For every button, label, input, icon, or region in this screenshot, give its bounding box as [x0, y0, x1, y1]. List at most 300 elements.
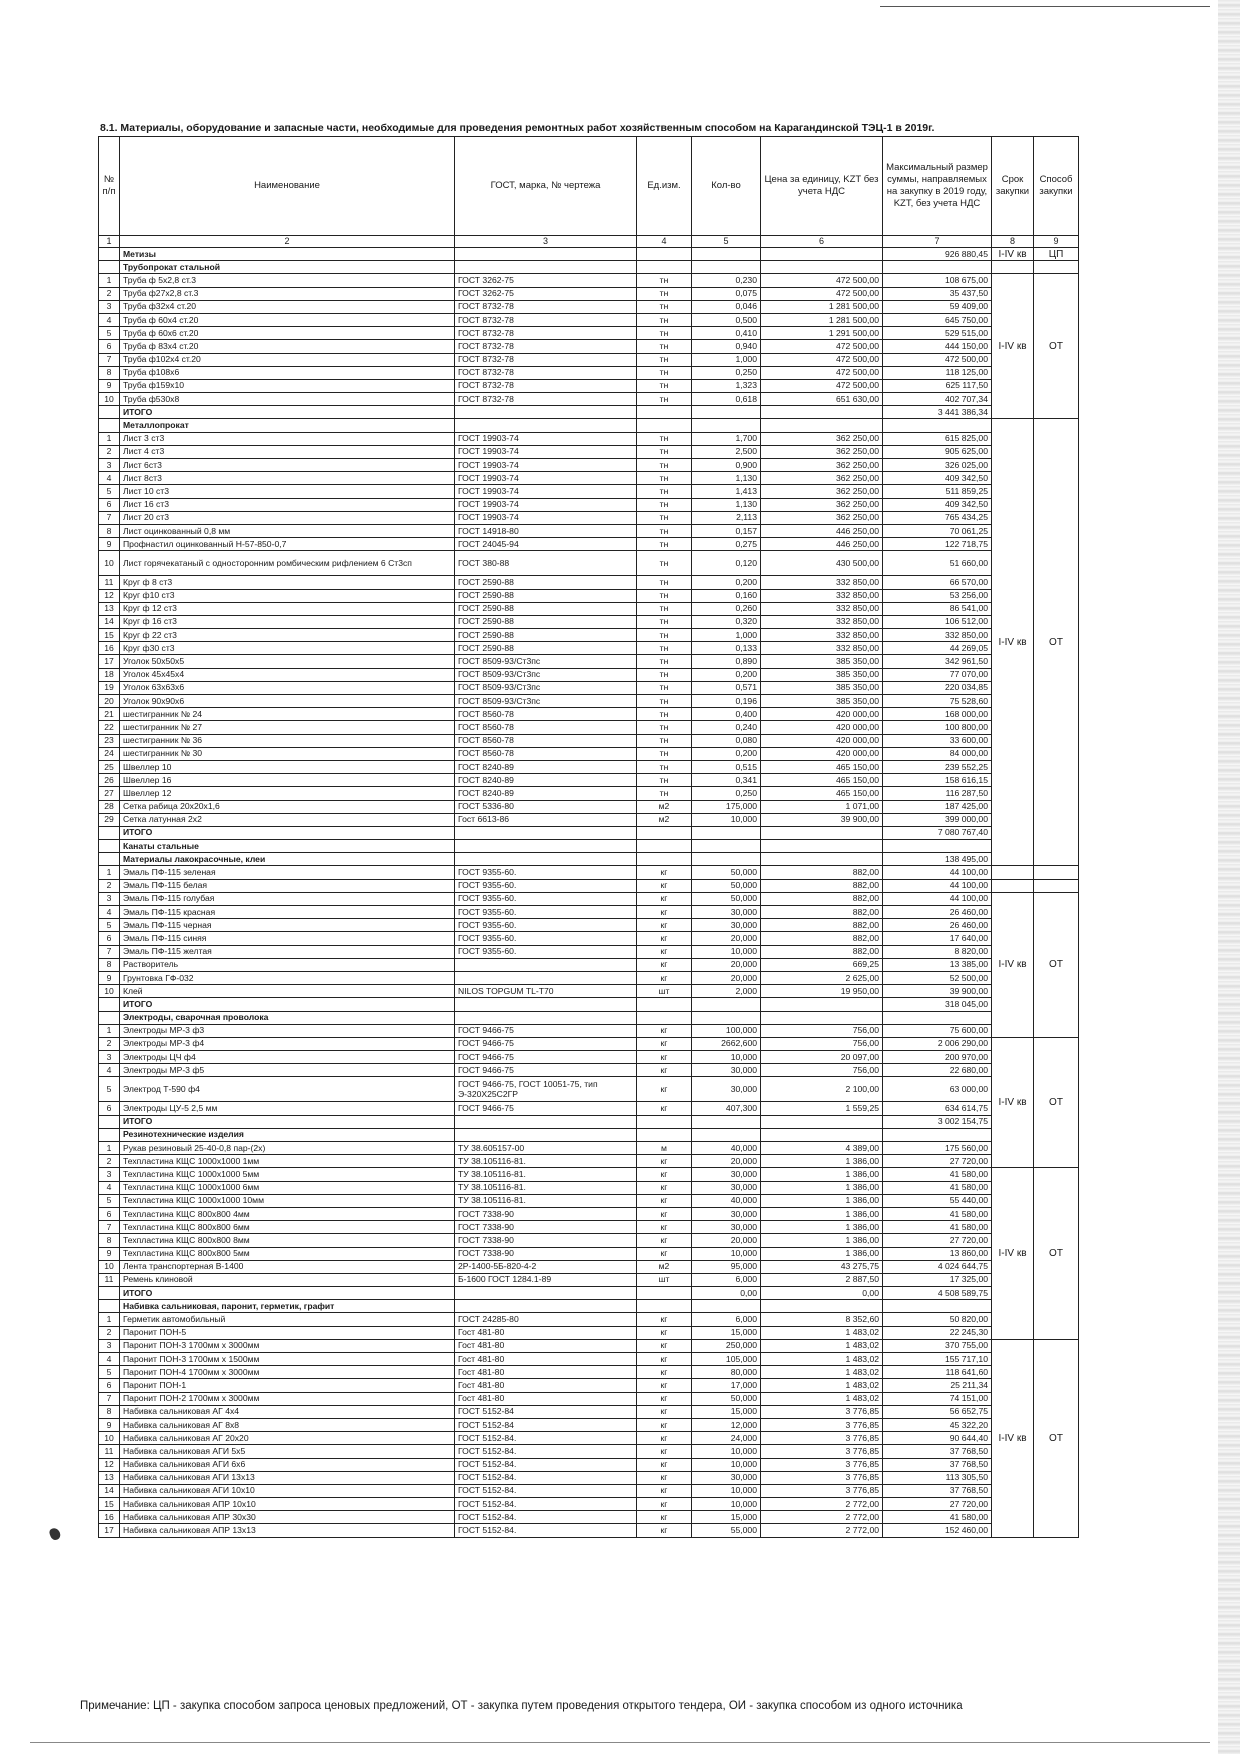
- row-number: 3: [99, 1168, 120, 1181]
- item-unit: кг: [637, 1445, 692, 1458]
- item-name: Набивка сальниковая АГИ 5х5: [120, 1445, 455, 1458]
- row-number: 6: [99, 1102, 120, 1115]
- item-price: 1 483,02: [761, 1353, 883, 1366]
- item-name: Круг ф10 ст3: [120, 589, 455, 602]
- item-price: 472 500,00: [761, 353, 883, 366]
- purchase-method: ОТ: [1034, 1168, 1079, 1339]
- item-gost: ГОСТ 19903-74: [455, 459, 637, 472]
- item-unit: тн: [637, 498, 692, 511]
- row-number: 12: [99, 589, 120, 602]
- row-number: 2: [99, 1155, 120, 1168]
- section-row: [99, 248, 1079, 261]
- item-unit: кг: [637, 1379, 692, 1392]
- item-name: Уголок 63х63х6: [120, 681, 455, 694]
- header-qty: Кол-во: [692, 137, 761, 236]
- row-number: 4: [99, 472, 120, 485]
- item-unit: тн: [637, 589, 692, 602]
- table-row: [99, 472, 1079, 485]
- item-gost: 2Р-1400-5Б-820-4-2: [455, 1260, 637, 1273]
- item-qty: 20,000: [692, 1155, 761, 1168]
- item-sum: 108 675,00: [883, 274, 992, 287]
- item-name: Резинотехнические изделия: [120, 1128, 455, 1141]
- header-price: Цена за единицу, KZT без учета НДС: [761, 137, 883, 236]
- item-unit: кг: [637, 919, 692, 932]
- item-qty: 40,000: [692, 1142, 761, 1155]
- item-sum: 634 614,75: [883, 1102, 992, 1115]
- item-qty: 0,200: [692, 576, 761, 589]
- table-row: [99, 668, 1079, 681]
- row-number: 5: [99, 919, 120, 932]
- item-gost: ГОСТ 7338-90: [455, 1247, 637, 1260]
- item-qty: 1,130: [692, 498, 761, 511]
- item-name: Техпластина КЩС 800х800 6мм: [120, 1221, 455, 1234]
- item-unit: кг: [637, 1366, 692, 1379]
- table-row: [99, 1524, 1079, 1537]
- item-price: 2 772,00: [761, 1524, 883, 1537]
- item-gost: ГОСТ 9466-75: [455, 1102, 637, 1115]
- item-sum: 37 768,50: [883, 1445, 992, 1458]
- table-row: [99, 655, 1079, 668]
- item-unit: кг: [637, 1353, 692, 1366]
- item-sum: 26 460,00: [883, 906, 992, 919]
- item-unit: м2: [637, 800, 692, 813]
- item-gost: ГОСТ 8732-78: [455, 327, 637, 340]
- item-price: 1 386,00: [761, 1247, 883, 1260]
- item-qty: [692, 840, 761, 853]
- item-price: 385 350,00: [761, 655, 883, 668]
- table-row: [99, 340, 1079, 353]
- row-number: 6: [99, 932, 120, 945]
- row-number: 2: [99, 287, 120, 300]
- item-unit: кг: [637, 1181, 692, 1194]
- item-qty: 30,000: [692, 919, 761, 932]
- table-row: [99, 1142, 1079, 1155]
- item-price: [761, 1300, 883, 1313]
- row-number: [99, 998, 120, 1011]
- item-sum: 84 000,00: [883, 747, 992, 760]
- item-unit: кг: [637, 1247, 692, 1260]
- item-name: Швеллер 16: [120, 774, 455, 787]
- item-name: Труба ф 60х6 ст.20: [120, 327, 455, 340]
- table-row: [99, 379, 1079, 392]
- row-number: [99, 826, 120, 839]
- item-qty: 30,000: [692, 1181, 761, 1194]
- item-unit: кг: [637, 932, 692, 945]
- item-qty: 0,400: [692, 708, 761, 721]
- table-row: [99, 906, 1079, 919]
- table-row: [99, 1260, 1079, 1273]
- item-unit: кг: [637, 1339, 692, 1352]
- item-qty: 15,000: [692, 1405, 761, 1418]
- item-price: 362 250,00: [761, 472, 883, 485]
- row-number: 9: [99, 379, 120, 392]
- item-qty: 2662,600: [692, 1037, 761, 1050]
- item-price: 472 500,00: [761, 366, 883, 379]
- item-gost: ГОСТ 9355-60.: [455, 906, 637, 919]
- item-gost: Гост 481-80: [455, 1339, 637, 1352]
- item-qty: [692, 1011, 761, 1024]
- row-number: 9: [99, 1418, 120, 1431]
- table-row: [99, 919, 1079, 932]
- scan-top-line: [880, 6, 1210, 7]
- item-name: Труба ф108х6: [120, 366, 455, 379]
- item-price: 3 776,85: [761, 1445, 883, 1458]
- item-price: [761, 419, 883, 432]
- item-name: Круг ф 8 ст3: [120, 576, 455, 589]
- item-gost: ГОСТ 19903-74: [455, 498, 637, 511]
- item-gost: Гост 481-80: [455, 1379, 637, 1392]
- table-row: [99, 602, 1079, 615]
- item-qty: 10,000: [692, 1458, 761, 1471]
- header-unit: Ед.изм.: [637, 137, 692, 236]
- item-name: Уголок 45х45х4: [120, 668, 455, 681]
- item-unit: кг: [637, 945, 692, 958]
- item-name: Паронит ПОН-3 1700мм х 3000мм: [120, 1339, 455, 1352]
- footnote: Примечание: ЦП - закупка способом запроса ценовых предложений, ОТ - закупка путем проведения открытого тендера, ОИ - закупка способом из одного источника: [80, 1700, 963, 1712]
- item-name: шестигранник № 36: [120, 734, 455, 747]
- table-row: [99, 1471, 1079, 1484]
- row-number: 5: [99, 1366, 120, 1379]
- item-unit: тн: [637, 524, 692, 537]
- item-sum: 472 500,00: [883, 353, 992, 366]
- table-row: [99, 747, 1079, 760]
- item-gost: ГОСТ 9355-60.: [455, 879, 637, 892]
- table-row: [99, 971, 1079, 984]
- item-gost: ГОСТ 8560-78: [455, 747, 637, 760]
- item-sum: 3 441 386,34: [883, 406, 992, 419]
- purchase-method: ОТ: [1034, 419, 1079, 866]
- item-sum: 905 625,00: [883, 445, 992, 458]
- row-number: 11: [99, 1273, 120, 1286]
- item-name: Уголок 90х90х6: [120, 695, 455, 708]
- table-row: [99, 774, 1079, 787]
- item-unit: тн: [637, 393, 692, 406]
- item-qty: 20,000: [692, 958, 761, 971]
- item-price: 430 500,00: [761, 551, 883, 576]
- table-row: [99, 1273, 1079, 1286]
- item-name: Лист 6ст3: [120, 459, 455, 472]
- item-qty: 0,571: [692, 681, 761, 694]
- item-price: 362 250,00: [761, 485, 883, 498]
- item-gost: ГОСТ 5152-84: [455, 1418, 637, 1431]
- item-price: 882,00: [761, 945, 883, 958]
- item-name: Уголок 50х50х5: [120, 655, 455, 668]
- row-number: 11: [99, 1445, 120, 1458]
- table-row: [99, 1498, 1079, 1511]
- item-unit: [637, 853, 692, 866]
- item-name: Грунтовка ГФ-032: [120, 971, 455, 984]
- table-row: [99, 985, 1079, 998]
- table-row: [99, 695, 1079, 708]
- item-unit: [637, 840, 692, 853]
- row-number: 25: [99, 760, 120, 773]
- table-row: [99, 432, 1079, 445]
- item-gost: ГОСТ 8240-89: [455, 787, 637, 800]
- item-gost: ГОСТ 5152-84.: [455, 1445, 637, 1458]
- item-name: Метизы: [120, 248, 455, 261]
- item-gost: ГОСТ 9466-75: [455, 1037, 637, 1050]
- item-qty: 95,000: [692, 1260, 761, 1273]
- item-unit: тн: [637, 576, 692, 589]
- total-row: [99, 1287, 1079, 1300]
- table-row: [99, 300, 1079, 313]
- purchase-term: [992, 866, 1034, 879]
- item-name: Электроды ЦУ-5 2,5 мм: [120, 1102, 455, 1115]
- item-sum: 399 000,00: [883, 813, 992, 826]
- item-gost: [455, 1128, 637, 1141]
- item-name: Эмаль ПФ-115 красная: [120, 906, 455, 919]
- item-gost: ТУ 38.605157-00: [455, 1142, 637, 1155]
- row-number: 24: [99, 747, 120, 760]
- item-price: 1 281 500,00: [761, 300, 883, 313]
- item-qty: [692, 826, 761, 839]
- table-row: [99, 642, 1079, 655]
- item-name: Эмаль ПФ-115 зеленая: [120, 866, 455, 879]
- item-sum: 41 580,00: [883, 1181, 992, 1194]
- row-number: 13: [99, 602, 120, 615]
- row-number: 17: [99, 1524, 120, 1537]
- row-number: 3: [99, 1051, 120, 1064]
- item-unit: кг: [637, 1155, 692, 1168]
- table-row: [99, 1405, 1079, 1418]
- item-unit: тн: [637, 340, 692, 353]
- row-number: 1: [99, 1313, 120, 1326]
- item-sum: 27 720,00: [883, 1155, 992, 1168]
- item-unit: тн: [637, 787, 692, 800]
- item-gost: ГОСТ 8732-78: [455, 379, 637, 392]
- row-number: 2: [99, 445, 120, 458]
- row-number: 19: [99, 681, 120, 694]
- item-gost: Гост 481-80: [455, 1366, 637, 1379]
- item-sum: 50 820,00: [883, 1313, 992, 1326]
- row-number: 3: [99, 300, 120, 313]
- item-gost: ТУ 38.105116-81.: [455, 1194, 637, 1207]
- item-gost: [455, 826, 637, 839]
- item-gost: ГОСТ 9355-60.: [455, 892, 637, 905]
- item-qty: 50,000: [692, 1392, 761, 1405]
- item-name: ИТОГО: [120, 406, 455, 419]
- item-gost: ГОСТ 2590-88: [455, 642, 637, 655]
- item-qty: 0,500: [692, 313, 761, 326]
- item-name: Набивка сальниковая АПР 10х10: [120, 1498, 455, 1511]
- item-sum: 158 616,15: [883, 774, 992, 787]
- header-term: Срок закупки: [992, 137, 1034, 236]
- item-qty: 80,000: [692, 1366, 761, 1379]
- item-gost: ГОСТ 9355-60.: [455, 919, 637, 932]
- item-unit: м2: [637, 813, 692, 826]
- scan-bottom-line: [30, 1742, 1210, 1743]
- item-sum: 8 820,00: [883, 945, 992, 958]
- item-gost: ГОСТ 8509-93/Ст3пс: [455, 655, 637, 668]
- item-unit: шт: [637, 985, 692, 998]
- item-gost: ГОСТ 8240-89: [455, 760, 637, 773]
- item-unit: [637, 1128, 692, 1141]
- row-number: 26: [99, 774, 120, 787]
- row-number: 9: [99, 538, 120, 551]
- item-unit: кг: [637, 1194, 692, 1207]
- table-row: [99, 459, 1079, 472]
- item-qty: [692, 853, 761, 866]
- item-unit: тн: [637, 538, 692, 551]
- item-qty: 0,160: [692, 589, 761, 602]
- item-sum: 27 720,00: [883, 1234, 992, 1247]
- item-sum: 113 305,50: [883, 1471, 992, 1484]
- item-price: 1 559,25: [761, 1102, 883, 1115]
- row-number: 1: [99, 1142, 120, 1155]
- header-max-sum: Максимальный размер суммы, направляемых на закупку в 2019 году, KZT, без учета НДС: [883, 137, 992, 236]
- table-row: [99, 708, 1079, 721]
- item-unit: кг: [637, 906, 692, 919]
- item-gost: ГОСТ 3262-75: [455, 287, 637, 300]
- row-number: 4: [99, 1353, 120, 1366]
- item-sum: 444 150,00: [883, 340, 992, 353]
- item-unit: тн: [637, 734, 692, 747]
- item-name: Электроды МР-3 ф5: [120, 1064, 455, 1077]
- item-gost: [455, 1287, 637, 1300]
- item-sum: 44 100,00: [883, 866, 992, 879]
- row-number: 16: [99, 1511, 120, 1524]
- table-caption: 8.1. Материалы, оборудование и запасные части, необходимые для проведения ремонтных работ хозяйственным способом на Карагандинской ТЭЦ-1 в 2019г.: [100, 122, 935, 134]
- item-price: 1 483,02: [761, 1392, 883, 1405]
- row-number: 13: [99, 1471, 120, 1484]
- table-row: [99, 1207, 1079, 1220]
- item-unit: [637, 406, 692, 419]
- row-number: 2: [99, 879, 120, 892]
- header-row: [99, 137, 1079, 236]
- purchase-method: ОТ: [1034, 274, 1079, 419]
- item-unit: кг: [637, 1207, 692, 1220]
- item-unit: [637, 998, 692, 1011]
- item-unit: тн: [637, 472, 692, 485]
- item-sum: [883, 1128, 992, 1141]
- item-unit: кг: [637, 1064, 692, 1077]
- item-unit: тн: [637, 642, 692, 655]
- item-name: Лист 3 ст3: [120, 432, 455, 445]
- row-number: [99, 1115, 120, 1128]
- table-row: [99, 945, 1079, 958]
- item-gost: ГОСТ 8732-78: [455, 366, 637, 379]
- item-qty: [692, 406, 761, 419]
- purchase-term: I-IV кв: [992, 274, 1034, 419]
- item-price: 3 776,85: [761, 1484, 883, 1497]
- item-name: Герметик автомобильный: [120, 1313, 455, 1326]
- item-gost: ГОСТ 8509-93/Ст3пс: [455, 681, 637, 694]
- table-row: [99, 1077, 1079, 1102]
- item-qty: [692, 248, 761, 261]
- item-price: 1 386,00: [761, 1221, 883, 1234]
- item-gost: [455, 261, 637, 274]
- table-row: [99, 538, 1079, 551]
- item-unit: кг: [637, 1168, 692, 1181]
- item-gost: ГОСТ 24045-94: [455, 538, 637, 551]
- item-unit: кг: [637, 1498, 692, 1511]
- item-name: шестигранник № 27: [120, 721, 455, 734]
- item-gost: [455, 840, 637, 853]
- item-price: 2 772,00: [761, 1498, 883, 1511]
- table-row: [99, 576, 1079, 589]
- item-qty: 0,250: [692, 787, 761, 800]
- item-sum: 2 006 290,00: [883, 1037, 992, 1050]
- item-qty: 2,500: [692, 445, 761, 458]
- item-unit: тн: [637, 615, 692, 628]
- item-gost: ГОСТ 5152-84.: [455, 1498, 637, 1511]
- item-price: 2 887,50: [761, 1273, 883, 1286]
- row-number: 16: [99, 642, 120, 655]
- item-sum: 70 061,25: [883, 524, 992, 537]
- item-sum: 45 322,20: [883, 1418, 992, 1431]
- row-number: 8: [99, 524, 120, 537]
- row-number: 22: [99, 721, 120, 734]
- purchase-method: [1034, 866, 1079, 879]
- item-unit: тн: [637, 485, 692, 498]
- item-sum: 90 644,40: [883, 1432, 992, 1445]
- item-unit: тн: [637, 300, 692, 313]
- purchase-term: I-IV кв: [992, 1168, 1034, 1339]
- item-name: Техпластина КЩС 1000х1000 5мм: [120, 1168, 455, 1181]
- row-number: 17: [99, 655, 120, 668]
- item-qty: 0,120: [692, 551, 761, 576]
- table-row: [99, 734, 1079, 747]
- item-qty: 0,410: [692, 327, 761, 340]
- item-sum: 41 580,00: [883, 1207, 992, 1220]
- item-qty: 0,046: [692, 300, 761, 313]
- item-unit: кг: [637, 1051, 692, 1064]
- purchase-method: ОТ: [1034, 1339, 1079, 1537]
- item-gost: ГОСТ 2590-88: [455, 629, 637, 642]
- item-unit: [637, 1300, 692, 1313]
- table-row: [99, 800, 1079, 813]
- header-method: Способ закупки: [1034, 137, 1079, 236]
- item-gost: ГОСТ 8732-78: [455, 313, 637, 326]
- total-row: [99, 998, 1079, 1011]
- item-price: 1 483,02: [761, 1326, 883, 1339]
- table-row: [99, 589, 1079, 602]
- item-qty: 0,075: [692, 287, 761, 300]
- item-sum: 118 641,60: [883, 1366, 992, 1379]
- table-row: [99, 1353, 1079, 1366]
- item-name: Техпластина КЩС 1000х1000 10мм: [120, 1194, 455, 1207]
- item-qty: 0,320: [692, 615, 761, 628]
- item-sum: 4 508 589,75: [883, 1287, 992, 1300]
- item-sum: 13 385,00: [883, 958, 992, 971]
- item-unit: [637, 1011, 692, 1024]
- item-name: Набивка сальниковая АГИ 10х10: [120, 1484, 455, 1497]
- item-gost: ГОСТ 8560-78: [455, 721, 637, 734]
- item-qty: 0,940: [692, 340, 761, 353]
- purchase-term: I-IV кв: [992, 419, 1034, 866]
- item-qty: 1,700: [692, 432, 761, 445]
- item-sum: 318 045,00: [883, 998, 992, 1011]
- scan-edge: [1218, 0, 1240, 1754]
- item-sum: 4 024 644,75: [883, 1260, 992, 1273]
- item-name: Профнастил оцинкованный Н-57-850-0,7: [120, 538, 455, 551]
- table-row: [99, 879, 1079, 892]
- item-price: 465 150,00: [761, 760, 883, 773]
- table-row: [99, 1484, 1079, 1497]
- item-sum: 342 961,50: [883, 655, 992, 668]
- item-sum: 3 002 154,75: [883, 1115, 992, 1128]
- item-qty: 0,515: [692, 760, 761, 773]
- item-qty: [692, 1115, 761, 1128]
- item-qty: 55,000: [692, 1524, 761, 1537]
- item-qty: 0,250: [692, 366, 761, 379]
- item-qty: 30,000: [692, 1077, 761, 1102]
- row-number: 5: [99, 1077, 120, 1102]
- item-name: ИТОГО: [120, 1115, 455, 1128]
- item-gost: ГОСТ 5152-84.: [455, 1484, 637, 1497]
- item-sum: 63 000,00: [883, 1077, 992, 1102]
- item-unit: тн: [637, 747, 692, 760]
